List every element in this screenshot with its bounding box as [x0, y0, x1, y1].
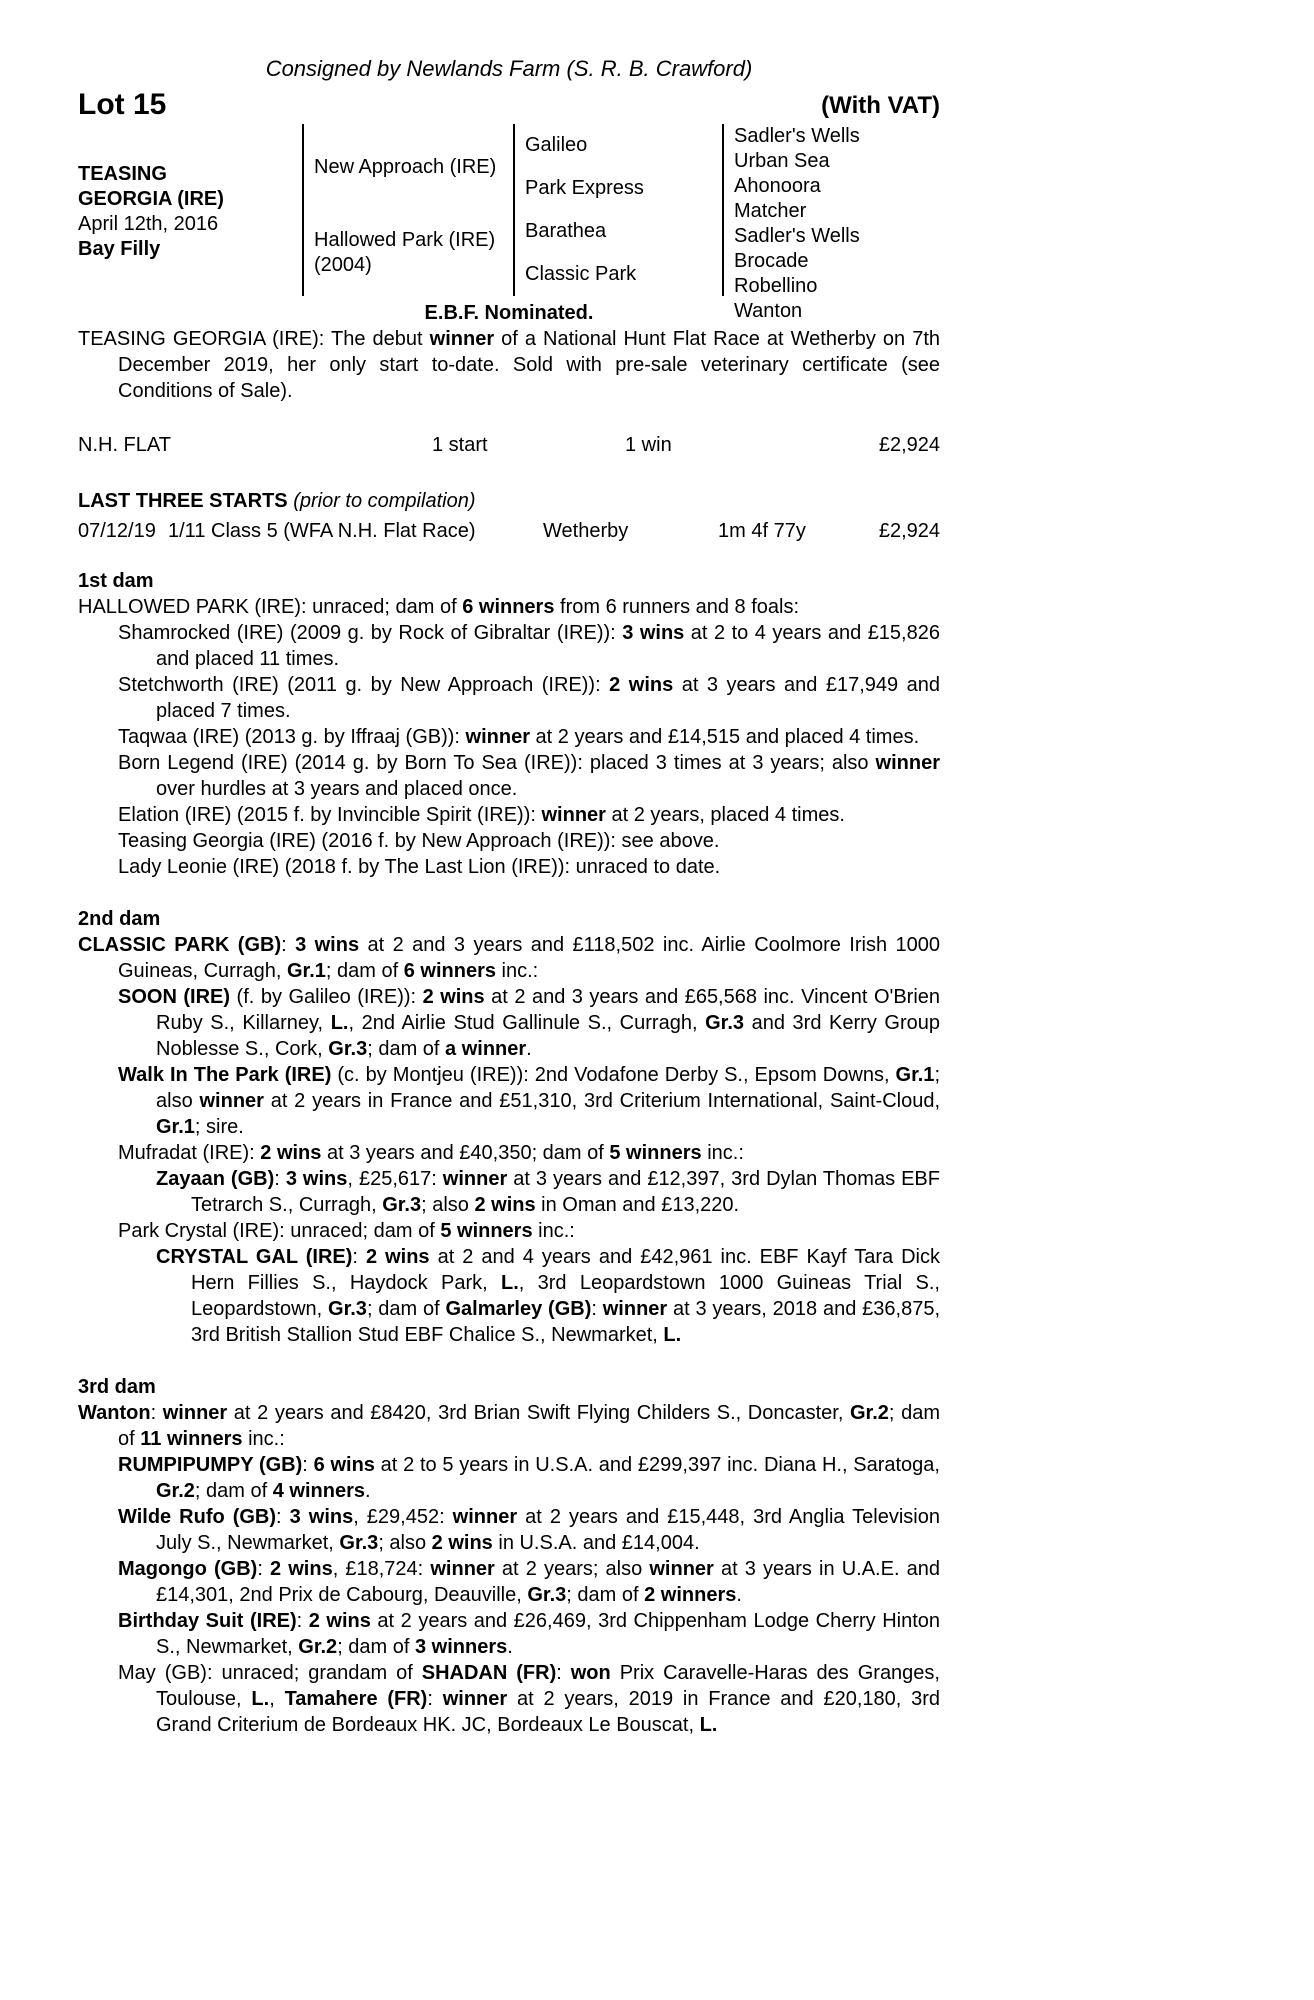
dam1-progeny-entry: [78, 724, 940, 750]
text-segment: at 2 to 5 years in U.S.A. and £299,397 inc. Diana H., Saratoga,: [374, 1454, 940, 1476]
text-segment: at 2 years and £14,515 and placed 4 times.: [530, 726, 920, 748]
text-segment: :: [302, 1454, 314, 1476]
dam2-progeny-entry: [78, 1218, 940, 1244]
text-segment: at 2 years and £26,469, 3rd Chippenham Lodge Cherry Hinton S., Newmarket,: [156, 1610, 941, 1658]
great-grandparent-8: Wanton: [734, 300, 803, 322]
text-segment: in U.S.A. and £14,004.: [492, 1532, 700, 1554]
text-segment: Zayaan (GB): [156, 1168, 275, 1190]
text-segment: Gr.3: [328, 1298, 367, 1320]
text-segment: at 3 years and £40,350; dam of: [321, 1142, 610, 1164]
grandsire-2: Barathea: [525, 220, 607, 242]
last-three-starts-row: [78, 518, 940, 544]
text-segment: ; dam of: [367, 1038, 446, 1060]
text-segment: Wanton: [78, 1402, 151, 1424]
great-grandparent-7: Robellino: [734, 275, 818, 297]
dam2-progeny-subentry: [78, 1166, 940, 1218]
text-segment: winner: [649, 1558, 714, 1580]
text-segment: Teasing Georgia (IRE) (2016 f. by New Approach (IRE)): see above.: [118, 830, 720, 852]
text-segment: L.: [699, 1714, 718, 1736]
text-segment: L.: [251, 1688, 270, 1710]
great-grandparent-2: Urban Sea: [734, 150, 830, 172]
text-segment: ; dam of: [566, 1584, 645, 1606]
text-segment: 4 winners: [272, 1480, 365, 1502]
text-segment: Gr.3: [382, 1194, 422, 1216]
great-grandparent-4: Matcher: [734, 200, 807, 222]
horse-name-line1: TEASING: [78, 163, 167, 185]
text-segment: 3 wins: [285, 1168, 348, 1190]
race-record-row: [78, 432, 940, 458]
text-segment: winner: [465, 726, 530, 748]
text-segment: ; dam of: [325, 960, 404, 982]
text-segment: Shamrocked (IRE) (2009 g. by Rock of Gibraltar (IRE)):: [118, 622, 623, 644]
text-segment: Birthday Suit (IRE): [118, 1610, 297, 1632]
dam3-lead: [78, 1400, 940, 1452]
text-segment: 2 wins: [609, 674, 674, 696]
text-segment: 2 wins: [270, 1558, 333, 1580]
text-segment: .: [507, 1636, 513, 1658]
dam2-progeny-entry: [78, 1140, 940, 1166]
section-heading-3rd-dam: 3rd dam: [78, 1376, 156, 1398]
section-heading-2nd-dam: 2nd dam: [78, 908, 161, 930]
text-segment: at 2 years, placed 4 times.: [605, 804, 845, 826]
pedigree-generation-1: [302, 124, 513, 296]
text-segment: Elation (IRE) (2015 f. by Invincible Spirit (IRE)):: [118, 804, 542, 826]
text-segment: :: [296, 1610, 309, 1632]
text-segment: Gr.2: [298, 1636, 338, 1658]
text-segment: May (GB): unraced; grandam of: [118, 1662, 422, 1684]
sire-name-text: New Approach (IRE): [314, 155, 497, 178]
text-segment: Gr.3: [328, 1038, 368, 1060]
dam3-progeny-entry: [78, 1504, 940, 1556]
text-segment: 2 winners: [644, 1584, 737, 1606]
dam1-progeny-entry: [78, 802, 940, 828]
text-segment: (prior to compilation): [293, 490, 476, 512]
text-segment: 3 winners: [415, 1636, 508, 1658]
text-segment: , 3rd Leopardstown 1000 Guineas Trial S., Leopardstown,: [191, 1272, 940, 1320]
text-segment: , £25,617:: [347, 1168, 443, 1190]
text-segment: L.: [663, 1324, 682, 1346]
text-segment: 2 wins: [308, 1610, 371, 1632]
text-segment: inc.:: [495, 960, 539, 982]
text-segment: 5 winners: [440, 1220, 533, 1242]
text-segment: Mufradat (IRE):: [118, 1142, 261, 1164]
text-segment: at 2 years in France and £51,310, 3rd Criterium International, Saint-Cloud,: [263, 1090, 941, 1112]
text-segment: inc.:: [242, 1428, 285, 1450]
text-segment: Tamahere (FR): [284, 1688, 428, 1710]
dam1-progeny-entry: [78, 620, 940, 672]
text-segment: SOON (IRE): [118, 986, 231, 1008]
dam1-progeny-entry: [78, 672, 940, 724]
great-grandparent-5: Sadler's Wells: [734, 225, 860, 247]
text-segment: ; also: [421, 1194, 475, 1216]
text-segment: HALLOWED PARK (IRE): unraced; dam of: [78, 596, 463, 618]
text-segment: 2 wins: [365, 1246, 430, 1268]
text-segment: at 3 years in U.A.E. and £14,301, 2nd Prix de Cabourg, Deauville,: [156, 1558, 940, 1606]
text-segment: at 3 years, 2018 and £36,875, 3rd British Stallion Stud EBF Chalice S., Newmarket,: [191, 1298, 940, 1346]
race-record-starts: 1 start: [432, 434, 488, 456]
dam1-progeny-entry: [78, 828, 940, 854]
text-segment: :: [281, 934, 296, 956]
granddam-1: Park Express: [525, 177, 644, 199]
text-segment: at 2 years and £15,448, 3rd Anglia Television July S., Newmarket,: [156, 1506, 940, 1554]
vat-note: (With VAT): [821, 92, 940, 119]
text-segment: Born Legend (IRE) (2014 g. by Born To Sea (IRE)): placed 3 times at 3 years; also: [118, 752, 876, 774]
ebf-nominated-note: E.B.F. Nominated.: [424, 302, 594, 324]
text-segment: over hurdles at 3 years and placed once.: [156, 778, 518, 800]
text-segment: CRYSTAL GAL (IRE): [156, 1246, 353, 1268]
text-segment: Walk In The Park (IRE): [118, 1064, 332, 1086]
great-grandparent-6: Brocade: [734, 250, 809, 272]
text-segment: in Oman and £13,220.: [535, 1194, 740, 1216]
text-segment: Park Crystal (IRE): unraced; dam of: [118, 1220, 441, 1242]
dam2-progeny-subentry: [78, 1244, 940, 1348]
text-segment: winner: [541, 804, 606, 826]
last-three-starts-heading: [78, 488, 940, 514]
text-segment: :: [556, 1662, 571, 1684]
dam2-progeny-entry: [78, 984, 940, 1062]
text-segment: inc.:: [532, 1220, 575, 1242]
text-segment: inc.:: [701, 1142, 744, 1164]
lts-course: Wetherby: [543, 520, 629, 542]
race-record-earnings: £2,924: [878, 434, 940, 456]
text-segment: at 2 and 3 years and £118,502 inc. Airlie Coolmore Irish 1000 Guineas, Curragh,: [118, 934, 940, 982]
text-segment: , £18,724:: [332, 1558, 431, 1580]
text-segment: at 2 and 3 years and £65,568 inc. Vincent O'Brien Ruby S., Killarney,: [156, 986, 941, 1034]
dam2-progeny-entry: [78, 1062, 940, 1140]
lts-race: 1/11 Class 5 (WFA N.H. Flat Race): [168, 520, 476, 542]
dam1-progeny-entry: [78, 750, 940, 802]
text-segment: .: [736, 1584, 742, 1606]
text-segment: .: [365, 1480, 371, 1502]
text-segment: winner: [162, 1402, 228, 1424]
text-segment: RUMPIPUMPY (GB): [118, 1454, 303, 1476]
text-segment: Gr.3: [527, 1584, 567, 1606]
great-grandparent-3: Ahonoora: [734, 175, 821, 197]
lot-header: [78, 88, 940, 122]
text-segment: L.: [330, 1012, 349, 1034]
text-segment: ; dam of: [366, 1298, 446, 1320]
lot-number: Lot 15: [78, 88, 167, 121]
dam3-progeny-entry: [78, 1556, 940, 1608]
text-segment: TEASING GEORGIA (IRE): The debut: [78, 328, 430, 350]
text-segment: 6 winners: [403, 960, 496, 982]
text-segment: at 2 years; also: [494, 1558, 650, 1580]
text-segment: at 2 to 4 years and £15,826 and placed 11 times.: [156, 622, 940, 670]
lts-distance: 1m 4f 77y: [718, 520, 806, 542]
text-segment: Prix Caravelle-Haras des Granges, Toulouse,: [156, 1662, 940, 1710]
text-segment: Gr.2: [156, 1480, 195, 1502]
text-segment: ; sire.: [194, 1116, 244, 1138]
text-segment: 11 winners: [140, 1428, 243, 1450]
lts-date: 07/12/19: [78, 520, 156, 542]
text-segment: Gr.1: [156, 1116, 195, 1138]
text-segment: :: [257, 1558, 270, 1580]
text-segment: Taqwaa (IRE) (2013 g. by Iffraaj (GB)):: [118, 726, 466, 748]
text-segment: Stetchworth (IRE) (2011 g. by New Approach (IRE)):: [118, 674, 610, 696]
text-segment: ; dam of: [337, 1636, 415, 1658]
dam1-lead: [78, 594, 940, 620]
great-grandparent-1: Sadler's Wells: [734, 125, 860, 147]
text-segment: 6 winners: [462, 596, 555, 618]
text-segment: won: [570, 1662, 611, 1684]
text-segment: ; also: [156, 1064, 940, 1112]
text-segment: LAST THREE STARTS: [78, 490, 294, 512]
horse-details: [78, 124, 302, 296]
text-segment: , 2nd Airlie Stud Gallinule S., Curragh,: [348, 1012, 706, 1034]
text-segment: winner: [442, 1688, 508, 1710]
text-segment: of a National Hunt Flat Race at Wetherby on 7th December 2019, her only start to-date. Sold with pre-sale veterinary certificate (see Conditions of Sale).: [118, 328, 940, 402]
text-segment: ; dam of: [194, 1480, 273, 1502]
text-segment: 5 winners: [609, 1142, 702, 1164]
text-segment: winner: [602, 1298, 668, 1320]
text-segment: at 2 years, 2019 in France and £20,180, 3rd Grand Criterium de Bordeaux HK. JC, Bordeaux Le Bouscat,: [156, 1688, 941, 1736]
text-segment: from 6 runners and 8 foals:: [554, 596, 800, 618]
text-segment: winner: [429, 328, 495, 350]
text-segment: Magongo (GB): [118, 1558, 258, 1580]
race-record-wins: 1 win: [625, 434, 672, 456]
text-segment: at 3 years and £12,397, 3rd Dylan Thomas EBF Tetrarch S., Curragh,: [191, 1168, 940, 1216]
text-segment: 3 wins: [295, 934, 360, 956]
text-segment: (c. by Montjeu (IRE)): 2nd Vodafone Derby S., Epsom Downs,: [331, 1064, 896, 1086]
text-segment: 3 wins: [622, 622, 685, 644]
text-segment: L.: [500, 1272, 519, 1294]
text-segment: a winner: [445, 1038, 527, 1060]
text-segment: winner: [430, 1558, 495, 1580]
sire-name: [304, 124, 513, 210]
text-segment: ; also: [378, 1532, 432, 1554]
text-segment: winner: [442, 1168, 508, 1190]
text-segment: 2 wins: [422, 986, 485, 1008]
text-segment: SHADAN (FR): [421, 1662, 557, 1684]
horse-name-line2: GEORGIA (IRE): [78, 188, 224, 210]
text-segment: winner: [452, 1506, 518, 1528]
text-segment: CLASSIC PARK (GB): [78, 934, 282, 956]
text-segment: Gr.2: [850, 1402, 889, 1424]
text-segment: ,: [269, 1688, 285, 1710]
intro-paragraph: [78, 326, 940, 404]
text-segment: 2 wins: [431, 1532, 493, 1554]
dam3-progeny-entry: [78, 1660, 940, 1738]
text-segment: :: [274, 1168, 286, 1190]
dam3-progeny-entry: [78, 1452, 940, 1504]
dam-name: [304, 210, 513, 296]
text-segment: 2 wins: [260, 1142, 322, 1164]
text-segment: .: [526, 1038, 532, 1060]
race-record-category: N.H. FLAT: [78, 434, 171, 456]
text-segment: :: [150, 1402, 163, 1424]
text-segment: Wilde Rufo (GB): [118, 1506, 277, 1528]
lts-prize: £2,924: [878, 520, 940, 542]
text-segment: , £29,452:: [353, 1506, 453, 1528]
horse-foaling-date: April 12th, 2016: [78, 213, 219, 235]
text-segment: at 2 years and £8420, 3rd Brian Swift Flying Childers S., Doncaster,: [227, 1402, 850, 1424]
text-segment: at 2 and 4 years and £42,961 inc. EBF Kayf Tara Dick Hern Fillies S., Haydock Park,: [191, 1246, 941, 1294]
text-segment: ; dam of: [118, 1402, 940, 1450]
text-segment: winner: [875, 752, 940, 774]
text-segment: 3 wins: [289, 1506, 354, 1528]
consignor-line: Consigned by Newlands Farm (S. R. B. Crawford): [265, 56, 753, 81]
horse-sex: Bay Filly: [78, 238, 161, 260]
dam2-lead: [78, 932, 940, 984]
dam3-progeny-entry: [78, 1608, 940, 1660]
text-segment: :: [276, 1506, 290, 1528]
text-segment: (f. by Galileo (IRE)):: [230, 986, 423, 1008]
pedigree-generation-3: [722, 124, 940, 322]
pedigree-generation-2: [513, 124, 722, 296]
text-segment: and 3rd Kerry Group Noblesse S., Cork,: [156, 1012, 941, 1060]
text-segment: 6 wins: [313, 1454, 375, 1476]
text-segment: :: [427, 1688, 443, 1710]
dam1-progeny-entry: [78, 854, 940, 880]
text-segment: Gr.1: [895, 1064, 935, 1086]
text-segment: Gr.1: [286, 960, 326, 982]
text-segment: winner: [199, 1090, 264, 1112]
text-segment: Galmarley (GB): [445, 1298, 592, 1320]
text-segment: Gr.3: [339, 1532, 379, 1554]
catalogue-page: [78, 56, 940, 1738]
section-heading-1st-dam: 1st dam: [78, 570, 154, 592]
text-segment: at 3 years and £17,949 and placed 7 times.: [156, 674, 940, 722]
text-segment: Gr.3: [705, 1012, 745, 1034]
grandsire-1: Galileo: [525, 134, 588, 156]
text-segment: 2 wins: [474, 1194, 536, 1216]
dam-name-text: Hallowed Park (IRE) (2004): [314, 229, 496, 276]
granddam-2: Classic Park: [525, 263, 637, 285]
text-segment: :: [591, 1298, 603, 1320]
text-segment: Lady Leonie (IRE) (2018 f. by The Last Lion (IRE)): unraced to date.: [118, 856, 721, 878]
text-segment: :: [352, 1246, 366, 1268]
